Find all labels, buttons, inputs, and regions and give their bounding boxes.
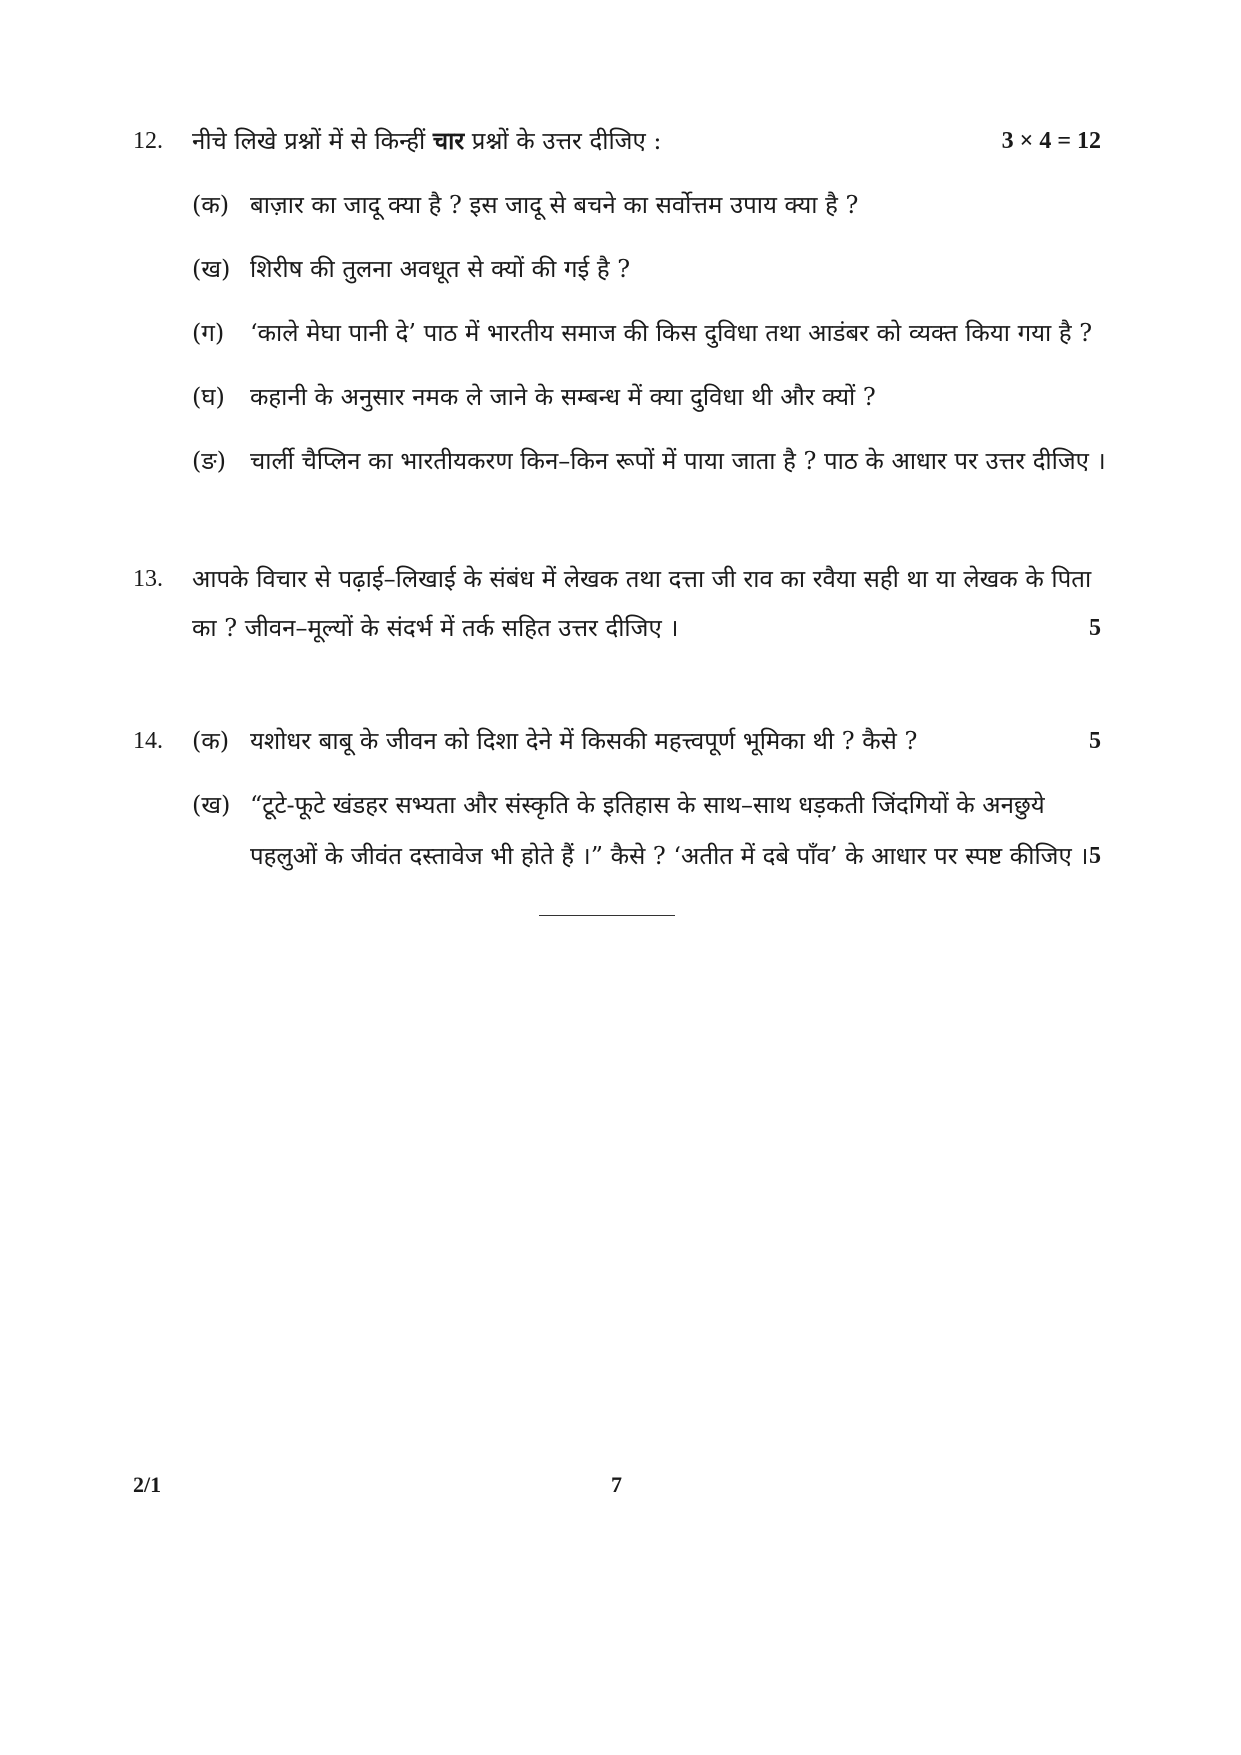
- question-13-number: 13.: [133, 566, 163, 592]
- question-12-part-text: बाज़ार का जादू क्या है ? इस जादू से बचने का सर्वोत्तम उपाय क्या है ?: [250, 191, 859, 219]
- question-13-line-1: आपके विचार से पढ़ाई–लिखाई के संबंध में लेखक तथा दत्ता जी राव का रवैया सही था या लेखक के पिता: [192, 565, 1092, 593]
- question-12-part-label: (क): [192, 191, 230, 219]
- end-rule: [539, 915, 675, 916]
- question-12-part-label: (ङ): [192, 447, 227, 475]
- question-14-part-b-line-1: “टूटे-फूटे खंडहर सभ्यता और संस्कृति के इतिहास के साथ–साथ धड़कती जिंदगियों के अनछुये: [250, 791, 1045, 819]
- question-12-text-after: प्रश्नों के उत्तर दीजिए :: [464, 127, 662, 155]
- question-14-part-b-marks: 5: [1089, 843, 1101, 869]
- question-13-marks: 5: [1089, 615, 1101, 641]
- question-14-part-b-line-2: पहलुओं के जीवंत दस्तावेज भी होते हैं ।” कैसे ? ‘अतीत में दबे पाँव’ के आधार पर स्पष्ट कीजिए ।: [250, 842, 1089, 870]
- question-12-part-label: (ग): [192, 319, 225, 347]
- question-12-part-text: ‘काले मेघा पानी दे’ पाठ में भारतीय समाज की किस दुविधा तथा आडंबर को व्यक्त किया गया है ?: [250, 319, 1093, 347]
- question-12-marks: 3 × 4 = 12: [1001, 128, 1101, 154]
- question-12-part-text: कहानी के अनुसार नमक ले जाने के सम्बन्ध में क्या दुविधा थी और क्यों ?: [250, 383, 876, 411]
- question-14-part-a-marks: 5: [1089, 728, 1101, 754]
- question-14-part-b-label: (ख): [192, 791, 231, 819]
- question-13-line-2: का ? जीवन–मूल्यों के संदर्भ में तर्क सहित उत्तर दीजिए ।: [192, 614, 679, 642]
- paper-code: 2/1: [133, 1472, 162, 1497]
- page-number: 7: [611, 1472, 622, 1497]
- question-12-part-label: (घ): [192, 383, 225, 411]
- question-12-part-text: शिरीष की तुलना अवधूत से क्यों की गई है ?: [250, 255, 631, 283]
- question-12-part-label: (ख): [192, 255, 231, 283]
- question-12-text-before: नीचे लिखे प्रश्नों में से किन्हीं: [192, 127, 433, 155]
- question-12-text: [192, 126, 661, 156]
- question-12-text-bold: चार: [432, 126, 465, 155]
- question-14-part-a-label: (क): [192, 727, 230, 755]
- question-12-part-text: चार्ली चैप्लिन का भारतीयकरण किन–किन रूपों में पाया जाता है ? पाठ के आधार पर उत्तर दीजिए ।: [250, 447, 1106, 475]
- question-14-part-a-text: यशोधर बाबू के जीवन को दिशा देने में किसकी महत्त्वपूर्ण भूमिका थी ? कैसे ?: [250, 727, 918, 755]
- question-12-number: 12.: [133, 128, 163, 154]
- question-14-number: 14.: [133, 728, 163, 754]
